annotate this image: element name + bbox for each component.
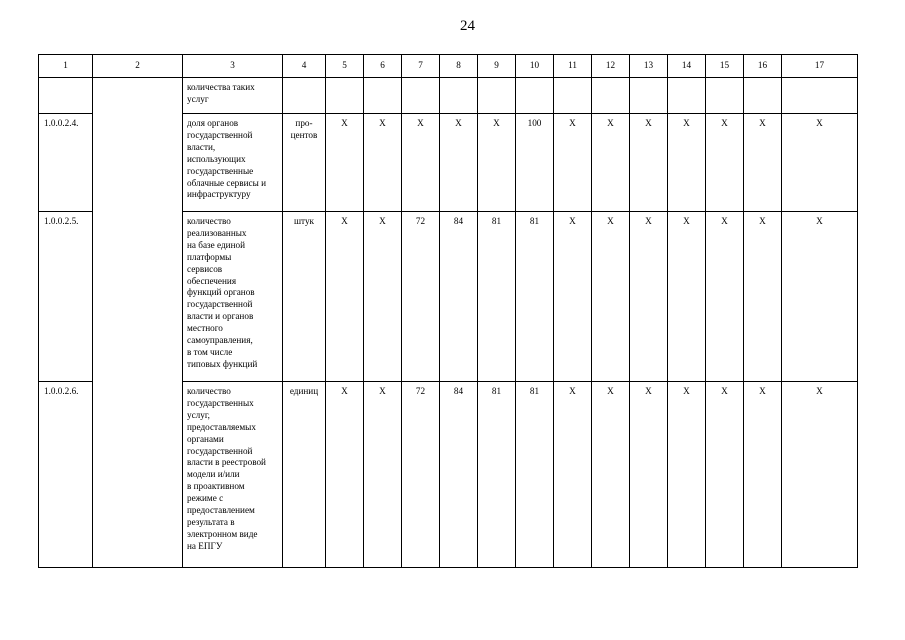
value-cell: 81 — [478, 382, 516, 568]
value-cell — [782, 78, 858, 114]
column-header: 6 — [364, 55, 402, 78]
value-cell: X — [706, 114, 744, 212]
indicator-name-cell — [183, 382, 283, 568]
unit-cell — [283, 382, 326, 568]
value-cell: X — [744, 212, 782, 382]
indicator-name-cell — [183, 212, 283, 382]
column-header: 7 — [402, 55, 440, 78]
table-body — [39, 55, 858, 568]
value-cell: X — [326, 114, 364, 212]
table-row — [39, 78, 858, 114]
indicator-code-cell: 1.0.0.2.6. — [39, 382, 93, 568]
value-cell: X — [402, 114, 440, 212]
unit-text: штук — [293, 216, 315, 226]
value-cell: 84 — [440, 212, 478, 382]
value-cell: X — [782, 382, 858, 568]
indicator-name-text: количества таких услуг — [187, 82, 255, 104]
value-cell: X — [706, 212, 744, 382]
value-cell: X — [554, 382, 592, 568]
value-cell: X — [630, 114, 668, 212]
indicator-code-cell: 1.0.0.2.4. — [39, 114, 93, 212]
value-cell: X — [440, 114, 478, 212]
value-cell: X — [364, 114, 402, 212]
value-cell — [630, 78, 668, 114]
indicator-code-cell: 1.0.0.2.5. — [39, 212, 93, 382]
value-cell — [744, 78, 782, 114]
value-cell — [364, 78, 402, 114]
unit-cell — [283, 114, 326, 212]
value-cell — [326, 78, 364, 114]
value-cell: X — [554, 114, 592, 212]
value-cell — [440, 78, 478, 114]
column-header: 14 — [668, 55, 706, 78]
value-cell: X — [744, 114, 782, 212]
value-cell — [668, 78, 706, 114]
column-header: 4 — [283, 55, 326, 78]
merged-column-2-cell — [93, 78, 183, 568]
value-cell: X — [782, 114, 858, 212]
column-header: 17 — [782, 55, 858, 78]
value-cell: 81 — [516, 212, 554, 382]
column-header: 13 — [630, 55, 668, 78]
value-cell — [592, 78, 630, 114]
column-header: 3 — [183, 55, 283, 78]
value-cell: X — [592, 212, 630, 382]
column-header: 8 — [440, 55, 478, 78]
indicator-name-text: доля органов государственной власти, использующих государственные облачные сервисы и инфраструктуру — [187, 118, 266, 200]
indicator-name-cell — [183, 114, 283, 212]
page-number: 24 — [460, 18, 475, 34]
value-cell: X — [668, 382, 706, 568]
value-cell — [516, 78, 554, 114]
value-cell: X — [782, 212, 858, 382]
value-cell: X — [668, 114, 706, 212]
indicator-name-text: количество государственных услуг, предоставляемых органами государственной власти в реестровой модели и/или в проактивном режиме с предоставлением результата в электронном виде на ЕПГУ — [187, 386, 266, 551]
value-cell: 81 — [516, 382, 554, 568]
value-cell: X — [668, 212, 706, 382]
value-cell: X — [364, 382, 402, 568]
value-cell — [706, 78, 744, 114]
value-cell: X — [478, 114, 516, 212]
column-header: 5 — [326, 55, 364, 78]
indicator-name-text: количество реализованных на базе единой платформы сервисов обеспечения функций органов государственной власти и органов местного самоуправления, в том числе типовых функций — [187, 216, 258, 369]
column-header: 16 — [744, 55, 782, 78]
column-header: 15 — [706, 55, 744, 78]
indicator-code-cell — [39, 78, 93, 114]
value-cell — [478, 78, 516, 114]
value-cell — [402, 78, 440, 114]
column-header: 12 — [592, 55, 630, 78]
indicator-name-cell — [183, 78, 283, 114]
column-header: 11 — [554, 55, 592, 78]
value-cell: X — [364, 212, 402, 382]
column-header: 10 — [516, 55, 554, 78]
value-cell: X — [744, 382, 782, 568]
unit-text: единиц — [289, 386, 319, 396]
value-cell: 100 — [516, 114, 554, 212]
value-cell: X — [630, 212, 668, 382]
value-cell: 84 — [440, 382, 478, 568]
column-header: 1 — [39, 55, 93, 78]
unit-text: про- центов — [290, 118, 318, 140]
value-cell: X — [326, 382, 364, 568]
value-cell: 72 — [402, 212, 440, 382]
value-cell — [554, 78, 592, 114]
unit-cell — [283, 78, 326, 114]
column-number-row — [39, 55, 858, 78]
value-cell: X — [326, 212, 364, 382]
value-cell: X — [592, 382, 630, 568]
value-cell: X — [630, 382, 668, 568]
column-header: 2 — [93, 55, 183, 78]
value-cell: 81 — [478, 212, 516, 382]
value-cell: X — [592, 114, 630, 212]
unit-cell — [283, 212, 326, 382]
value-cell: 72 — [402, 382, 440, 568]
indicators-table — [38, 54, 858, 568]
value-cell: X — [706, 382, 744, 568]
column-header: 9 — [478, 55, 516, 78]
value-cell: X — [554, 212, 592, 382]
